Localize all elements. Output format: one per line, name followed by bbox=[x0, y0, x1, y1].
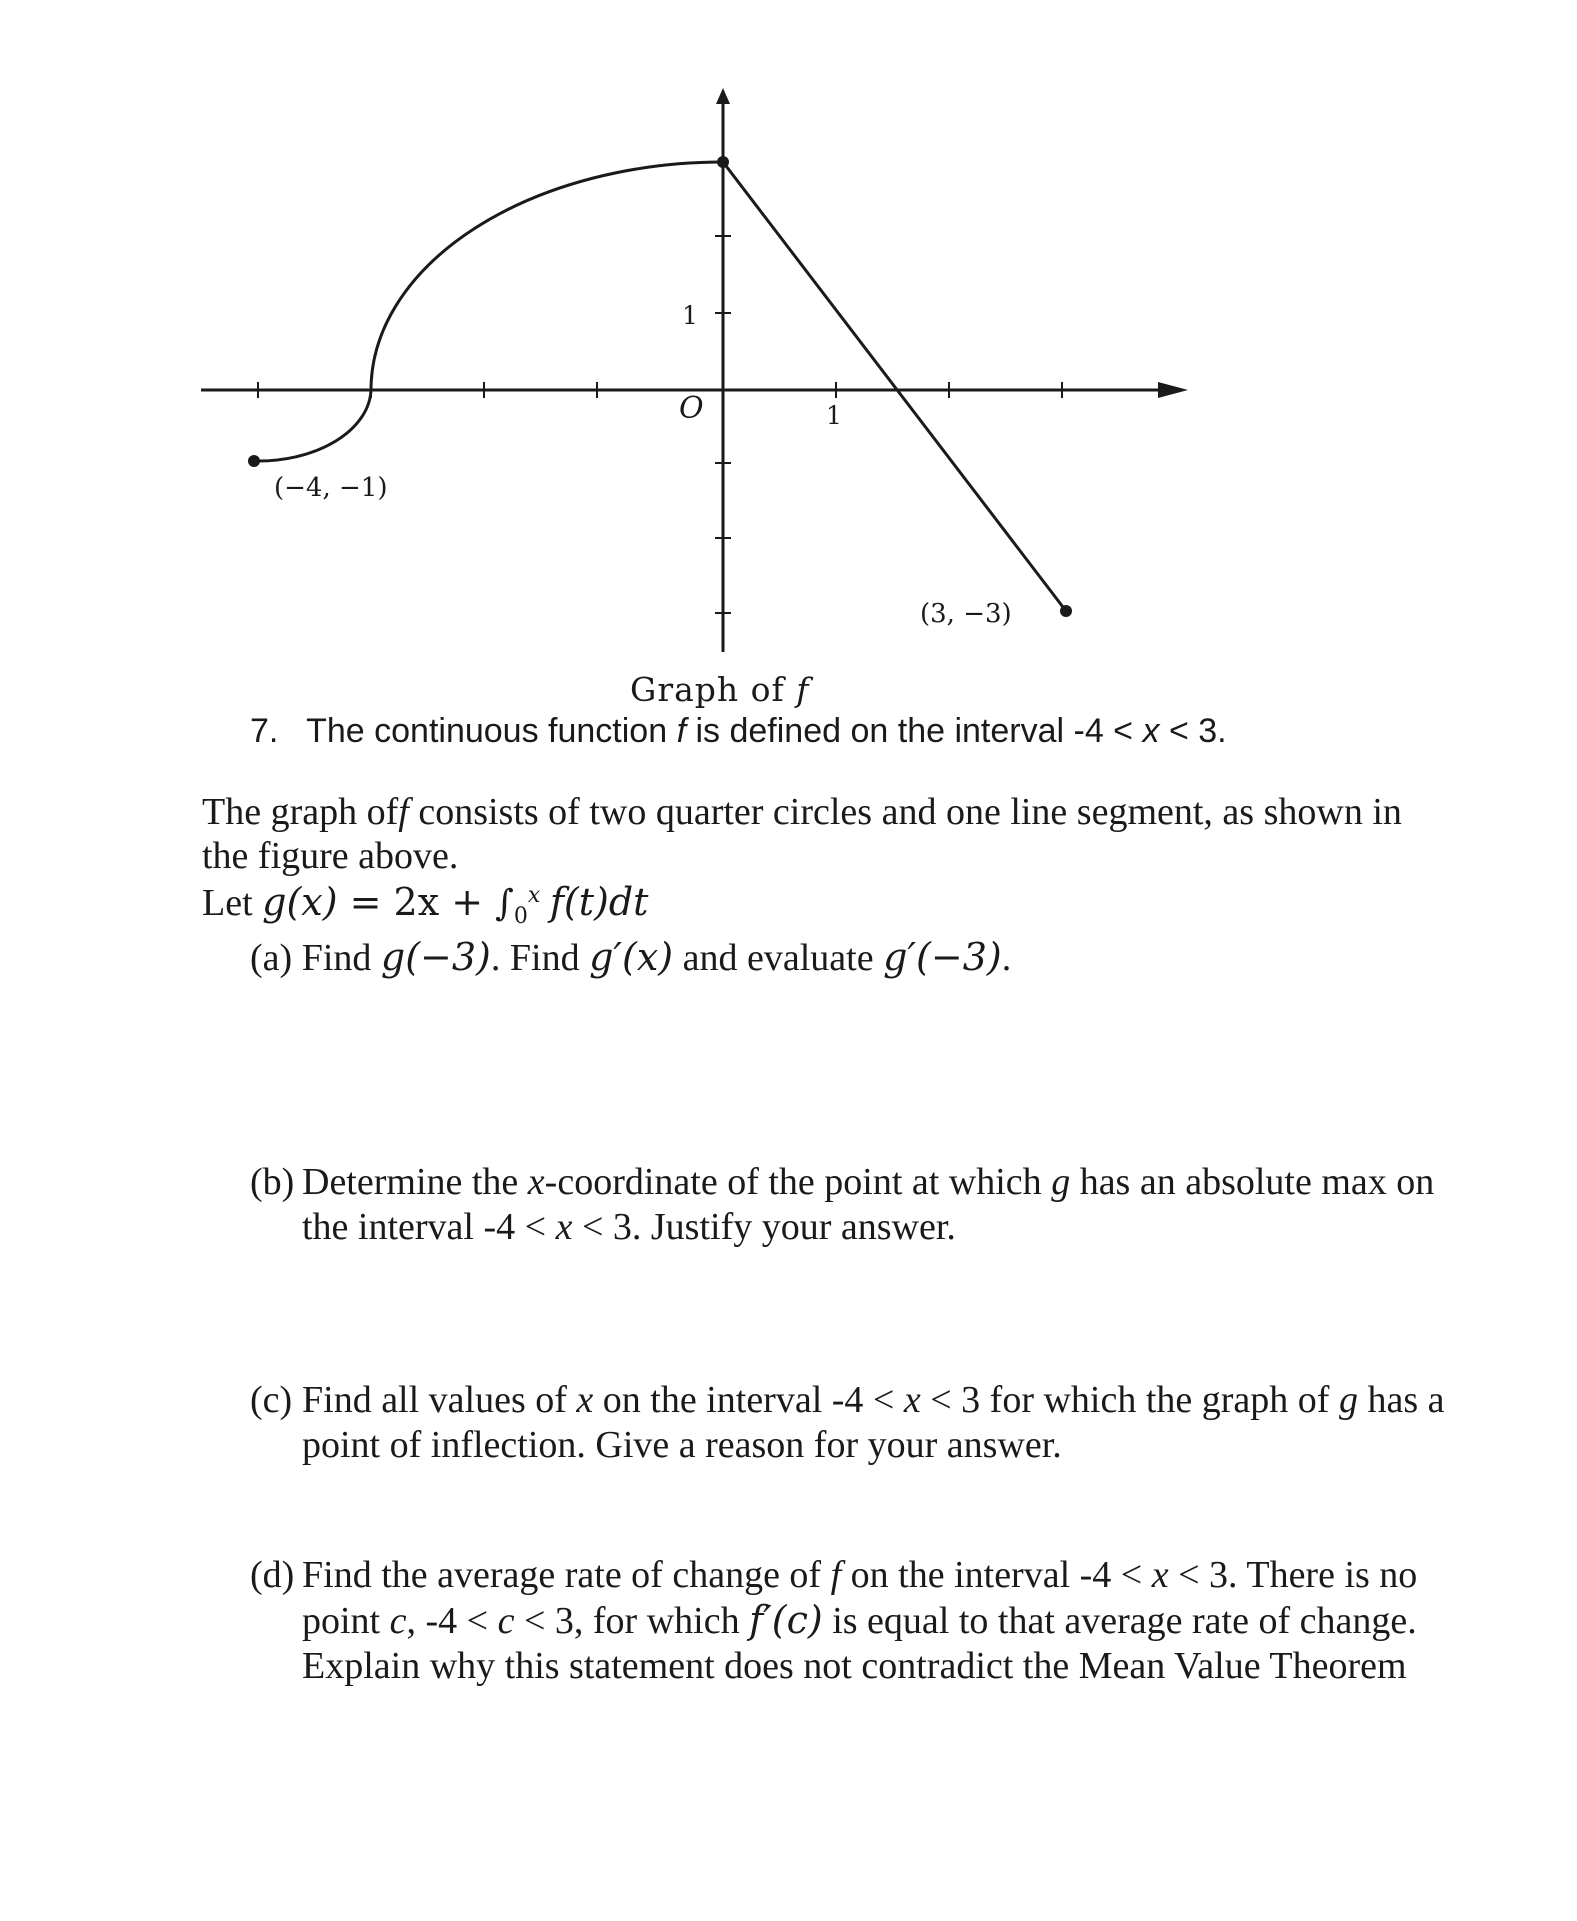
part-c-text-2: on the interval -4 < bbox=[602, 1379, 895, 1421]
g-definition bbox=[202, 880, 648, 929]
intro-text-3: < 3. bbox=[1168, 712, 1227, 750]
intro-text-2: is defined on the interval -4 < bbox=[695, 712, 1134, 750]
part-d-text-3: < 3. There is no point bbox=[302, 1554, 1418, 1642]
part-c bbox=[250, 1378, 1500, 1468]
part-c-x: x bbox=[576, 1379, 594, 1421]
part-b-label: (b) bbox=[250, 1161, 295, 1203]
integral-upper-limit: x bbox=[527, 883, 541, 908]
desc-f: f bbox=[398, 791, 409, 833]
part-c-g: g bbox=[1338, 1379, 1358, 1421]
part-b-g: g bbox=[1051, 1161, 1071, 1203]
part-a-text-3: and evaluate bbox=[682, 937, 874, 979]
part-c-text-1: Find all values of bbox=[302, 1379, 567, 1421]
integral: $\int_0^x$ bbox=[495, 883, 541, 930]
line-segment bbox=[723, 162, 1066, 611]
intro-text-1: The continuous function bbox=[306, 712, 668, 750]
intro-x: x bbox=[1142, 712, 1160, 750]
caption-var: f bbox=[796, 670, 810, 709]
integral-lower-limit: 0 bbox=[513, 904, 528, 930]
desc-text-1: The graph of bbox=[202, 791, 399, 833]
graph-of-f bbox=[0, 0, 1577, 720]
part-d-text-4: , -4 < bbox=[406, 1600, 489, 1642]
integrand: f(t)dt bbox=[549, 880, 649, 924]
y-intercept-dot bbox=[717, 156, 729, 168]
part-d-text-2: on the interval -4 < bbox=[850, 1554, 1143, 1596]
equals-2x-plus: = 2x + bbox=[337, 880, 496, 924]
graph-description bbox=[202, 790, 1402, 878]
g-of-x: g(x) bbox=[262, 880, 338, 924]
part-d-math-1: f′(c) bbox=[749, 1598, 823, 1642]
origin-label: O bbox=[679, 391, 704, 426]
part-c-body bbox=[302, 1378, 1452, 1468]
part-a bbox=[250, 935, 1011, 981]
left-endpoint-dot bbox=[248, 455, 260, 467]
part-d-x: x bbox=[1151, 1554, 1169, 1596]
part-c-text-3: < 3 for which the graph of bbox=[930, 1379, 1330, 1421]
part-a-math-1: g(−3) bbox=[380, 935, 491, 979]
part-d-body bbox=[302, 1553, 1452, 1689]
part-d-label: (d) bbox=[250, 1554, 295, 1596]
y-axis-arrow-icon bbox=[716, 88, 730, 104]
right-endpoint-dot bbox=[1060, 605, 1072, 617]
part-b-x2: x bbox=[555, 1206, 573, 1248]
part-a-text-1: Find bbox=[301, 937, 372, 979]
right-endpoint-label: (3, −3) bbox=[920, 599, 1012, 629]
tick-label-x-1: 1 bbox=[826, 401, 842, 430]
part-a-text-4: . bbox=[1001, 937, 1012, 979]
question-number: 7. bbox=[250, 712, 279, 750]
part-b-text-4: < 3. Justify your answer. bbox=[581, 1206, 956, 1248]
part-d-text-5: < 3, for which bbox=[523, 1600, 740, 1642]
tick-label-y-1: 1 bbox=[682, 301, 698, 330]
part-b-text-2: -coordinate of the point at which bbox=[544, 1161, 1042, 1203]
part-c-label: (c) bbox=[250, 1379, 293, 1421]
desc-text-2: consists of two quarter circles and one line segment, as shown in the figure above. bbox=[202, 791, 1402, 877]
part-a-label: (a) bbox=[250, 937, 293, 979]
part-d-text-1: Find the average rate of change of bbox=[302, 1554, 822, 1596]
part-b-text-3: has an absolute max on the interval -4 < bbox=[302, 1161, 1435, 1248]
part-d-c: c bbox=[389, 1600, 407, 1642]
part-c-text-4: has a point of inflection. Give a reason for your answer. bbox=[302, 1379, 1445, 1466]
part-d-text-6: is equal to that average rate of change. Explain why this statement does not contradict the Mean Value Theorem bbox=[302, 1600, 1417, 1687]
let-text: Let bbox=[202, 882, 253, 924]
x-axis-arrow-icon bbox=[1158, 382, 1188, 398]
intro-f: f bbox=[676, 712, 687, 750]
part-b-text-1: Determine the bbox=[302, 1161, 519, 1203]
part-a-text-2: . Find bbox=[490, 937, 580, 979]
part-d-f: f bbox=[830, 1554, 842, 1596]
part-d-c2: c bbox=[497, 1600, 515, 1642]
quarter-circle-upper bbox=[371, 162, 723, 390]
quarter-circle-left bbox=[254, 390, 371, 461]
part-c-x2: x bbox=[903, 1379, 921, 1421]
part-b-body bbox=[302, 1160, 1452, 1250]
caption-prefix: Graph of bbox=[630, 670, 785, 709]
part-b bbox=[250, 1160, 1500, 1250]
part-d bbox=[250, 1553, 1500, 1689]
left-endpoint-label: (−4, −1) bbox=[274, 473, 388, 503]
figure-caption bbox=[630, 670, 809, 709]
question-intro bbox=[250, 712, 1227, 751]
part-a-math-2: g′(x) bbox=[589, 935, 674, 979]
part-a-math-3: g′(−3) bbox=[883, 935, 1002, 979]
part-b-x: x bbox=[527, 1161, 545, 1203]
